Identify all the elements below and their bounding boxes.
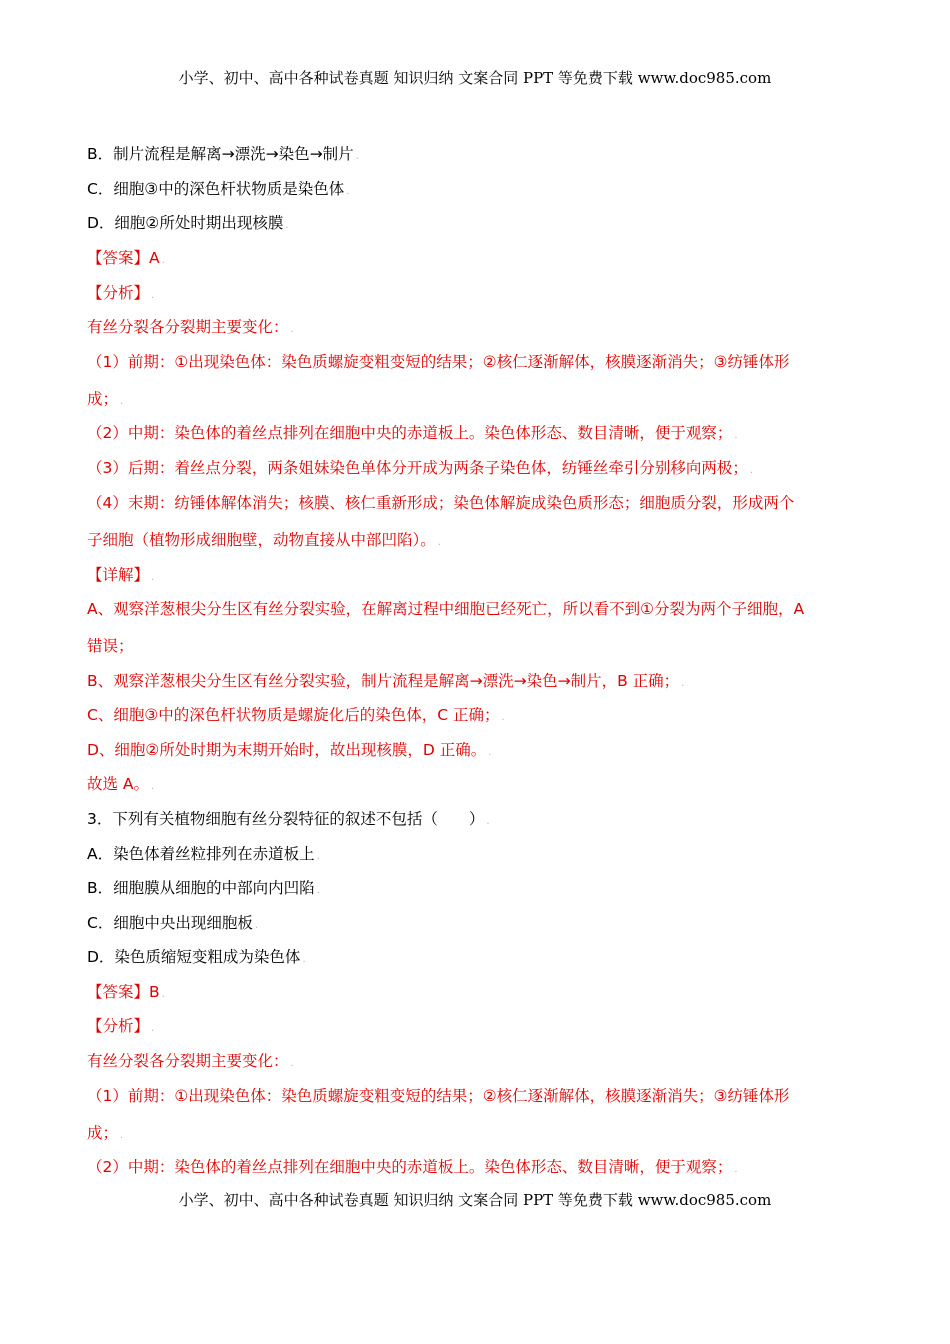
text-line: （4）末期：纺锤体解体消失；核膜、核仁重新形成；染色体解旋成染色质形态；细胞质分裂，形成两个 xyxy=(87,494,795,512)
text-line: 故选 A。 . xyxy=(87,775,155,793)
text-line: C．细胞中央出现细胞板 . xyxy=(87,914,259,932)
text-line: A、观察洋葱根尖分生区有丝分裂实验，在解离过程中细胞已经死亡，所以看不到①分裂为两个子细胞，A xyxy=(87,600,805,618)
text-line: 有丝分裂各分裂期主要变化： . xyxy=(87,318,294,336)
text-line: （3）后期：着丝点分裂，两条姐妹染色单体分开成为两条子染色体，纺锤丝牵引分别移向两极； . xyxy=(87,459,754,477)
text-line: B．制片流程是解离→漂洗→染色→制片 . xyxy=(87,145,359,163)
text-line: 【分析】 . xyxy=(87,284,155,302)
text-line: 成； . xyxy=(87,390,124,408)
text-line: 【答案】A . xyxy=(87,249,165,267)
page-footer: 小学、初中、高中各种试卷真题 知识归纳 文案合同 PPT 等免费下载 www.doc985.com xyxy=(178,1191,772,1209)
text-line: 【详解】 . xyxy=(87,566,155,584)
text-line: A．染色体着丝粒排列在赤道板上 . xyxy=(87,845,320,863)
text-line: （2）中期：染色体的着丝点排列在细胞中央的赤道板上。染色体形态、数目清晰，便于观察； . xyxy=(87,1158,738,1176)
text-line: C．细胞③中的深色杆状物质是染色体 . xyxy=(87,180,350,198)
text-line: D、细胞②所处时期为末期开始时，故出现核膜，D 正确。 . xyxy=(87,741,492,759)
page-header: 小学、初中、高中各种试卷真题 知识归纳 文案合同 PPT 等免费下载 www.doc985.com xyxy=(178,69,772,87)
text-line: 有丝分裂各分裂期主要变化： . xyxy=(87,1052,294,1070)
text-line: 【分析】 . xyxy=(87,1017,155,1035)
text-line: D．细胞②所处时期出现核膜 . xyxy=(87,214,289,232)
text-line: D．染色质缩短变粗成为染色体 . xyxy=(87,948,306,966)
text-line: B、观察洋葱根尖分生区有丝分裂实验，制片流程是解离→漂洗→染色→制片，B 正确； . xyxy=(87,672,685,690)
text-line: 子细胞（植物形成细胞壁，动物直接从中部凹陷）。 . xyxy=(87,531,441,549)
text-line: 3．下列有关植物细胞有丝分裂特征的叙述不包括（ ） . xyxy=(87,810,490,828)
text-line: 成； . xyxy=(87,1124,124,1142)
text-line: B．细胞膜从细胞的中部向内凹陷 . xyxy=(87,879,320,897)
text-line: 【答案】B . xyxy=(87,983,165,1001)
text-line: （1）前期：①出现染色体：染色质螺旋变粗变短的结果；②核仁逐渐解体，核膜逐渐消失；③纺锤体形 xyxy=(87,1087,790,1105)
text-line: C、细胞③中的深色杆状物质是螺旋化后的染色体，C 正确； . xyxy=(87,706,505,724)
text-line: （2）中期：染色体的着丝点排列在细胞中央的赤道板上。染色体形态、数目清晰，便于观察； . xyxy=(87,424,738,442)
text-line: 错误； xyxy=(87,637,134,655)
text-line: （1）前期：①出现染色体：染色质螺旋变粗变短的结果；②核仁逐渐解体，核膜逐渐消失；③纺锤体形 xyxy=(87,353,790,371)
